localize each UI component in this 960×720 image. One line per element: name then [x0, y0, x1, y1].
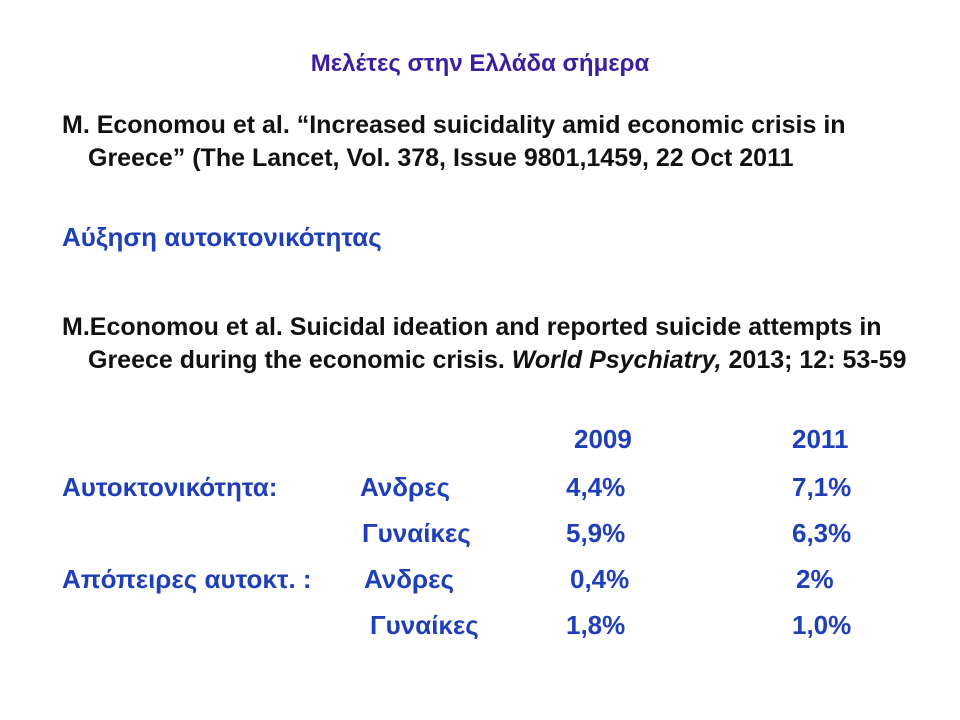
row-label-women: Γυναίκες	[370, 610, 479, 640]
value-cell: 2%	[796, 564, 834, 594]
row-label-women: Γυναίκες	[362, 518, 471, 548]
row-label-men: Ανδρες	[360, 472, 450, 502]
reference-lancet: M. Economou et al. “Increased suicidality amid economic crisis in Greece” (The Lancet, Vol. 378, Issue 9801,1459, 22 Oct 2011	[62, 111, 846, 172]
reference-suffix: 2013; 12: 53-59	[721, 346, 907, 374]
reference-world-psychiatry	[62, 311, 948, 377]
slide-title: Μελέτες στην Ελλάδα σήμερα	[310, 50, 650, 77]
journal-name: World Psychiatry,	[511, 346, 722, 374]
reference-prefix: M.Economou et al. Suicidal ideation and reported suicide attempts in Greece during the economic crisis.	[62, 313, 882, 374]
row-label-men: Ανδρες	[364, 564, 454, 594]
group-label-suicidality: Αυτοκτονικότητα:	[62, 472, 278, 502]
year-header-2011: 2011	[792, 424, 849, 454]
value-cell: 1,0%	[792, 610, 852, 640]
value-cell: 0,4%	[570, 564, 630, 594]
value-cell: 6,3%	[792, 518, 852, 548]
value-cell: 7,1%	[792, 472, 852, 502]
group-label-attempts: Απόπειρες αυτοκτ. :	[62, 564, 312, 594]
year-header-2009: 2009	[574, 424, 632, 454]
value-cell: 1,8%	[566, 610, 626, 640]
value-cell: 5,9%	[566, 518, 626, 548]
finding-increased-suicidality: Αύξηση αυτοκτονικότητας	[62, 222, 382, 252]
value-cell: 4,4%	[566, 472, 626, 502]
